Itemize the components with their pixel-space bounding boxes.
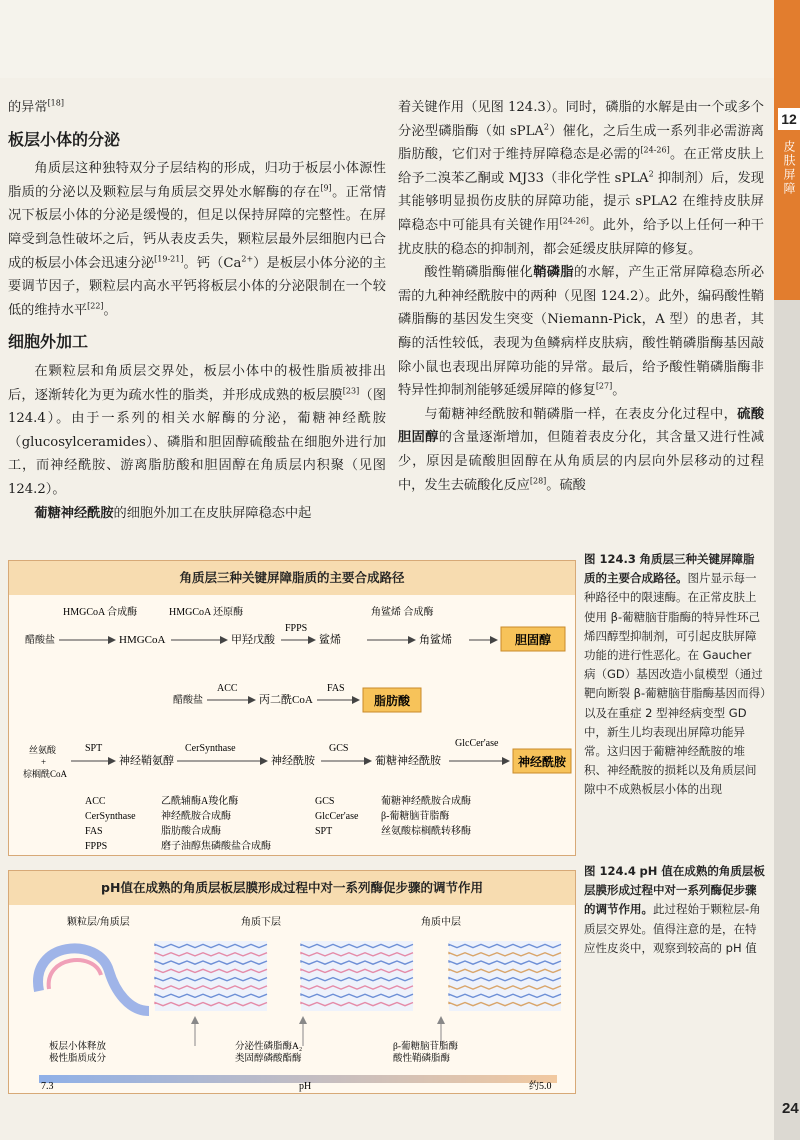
legend-full: 丝氨酸棕榈酰转移酶 xyxy=(381,826,471,837)
right-column xyxy=(398,96,764,497)
caption-124-3: 图 124.3 角质层三种关键屏障脂质的主要合成路径。图片显示每一种路径中的限速酶。在正常皮肤上使用 β-葡糖脑苷脂酶的特异性环己烯四醇型抑制剂，可引起皮肤屏障功能的进行性恶化。在 Gaucher 病（GD）基因改造小鼠模型（通过靶向断裂 β-葡糖脑苷脂酶基因而得）以及在重症 2 型神经病变型 GD 中，新生儿均表现出屏障功能异常。这归因于葡糖神经酰胺的堆积、神经酰胺的损耗以及角质层间隙中不成熟板层小体的出现 xyxy=(584,552,766,797)
product-label: 胆固醇 xyxy=(514,633,552,647)
paragraph-extracellular: 在颗粒层和角质层交界处，板层小体中的极性脂质被排出后，逐渐转化为更为疏水性的脂类，并形成成熟的板层膜[23]（图 124.4）。由于一系列的相关水解酶的分泌，葡糖神经酰胺（glucosylceramides）、磷脂和胆固醇硫酸盐在细胞外进行加工，而神经酰胺、游离脂肪酸和胆固醇在角质层内积聚（见图 124.2）。 xyxy=(8,363,387,497)
bottom-label: 板层小体释放极性脂质成分 xyxy=(49,1042,107,1064)
node: 甲羟戊酸 xyxy=(231,634,275,646)
caption-124-4: 图 124.4 pH 值在成熟的角质层板层膜形成过程中对一系列酶促步骤的调节作用。此过程始于颗粒层-角质层交界处。值得注意的是，在特应性皮炎中，观察到较高的 pH 值 xyxy=(584,864,765,955)
enzyme-label: HMGCoA 还原酶 xyxy=(169,607,244,618)
figure-124-4 xyxy=(8,870,576,1094)
legend-full: 神经酰胺合成酶 xyxy=(161,811,231,822)
page-number: 24 xyxy=(782,1100,799,1117)
heading-extracellular: 细胞外加工 xyxy=(8,332,89,352)
lamellar-body-membrane xyxy=(38,948,149,1011)
ph-right: 约5.0 xyxy=(529,1081,552,1092)
enzyme-label: CerSynthase xyxy=(185,743,236,754)
enzyme-label: FPPS xyxy=(285,623,308,634)
figure-124-3 xyxy=(8,560,576,856)
legend-full: 脂肪酸合成酶 xyxy=(161,826,221,837)
node: 神经鞘氨醇 xyxy=(119,755,174,767)
ph-diagram xyxy=(9,871,575,1093)
stack-background xyxy=(155,941,267,1011)
node: 葡糖神经酰胺 xyxy=(375,755,441,767)
zone-label: 颗粒层/角质层 xyxy=(67,917,130,928)
enzyme-label: FAS xyxy=(327,683,345,694)
lamellar-body-contents xyxy=(49,960,101,989)
legend-full: β-葡糖脑苷脂酶 xyxy=(381,811,450,822)
ph-gradient-bar xyxy=(39,1075,557,1083)
enzyme-label: GlcCer'ase xyxy=(455,738,499,749)
sidebar-gray xyxy=(774,300,800,1140)
legend-full: 磨子油醇焦磷酸盐合成酶 xyxy=(161,841,271,852)
paragraph-continued: 的异常[18] xyxy=(8,98,64,115)
legend-abbr: GlcCer'ase xyxy=(315,811,359,822)
product-label: 神经酰胺 xyxy=(517,755,567,769)
row3-start2: 棕榈酰CoA xyxy=(23,769,68,779)
node: 鲨烯 xyxy=(319,634,341,646)
chapter-number: 12 xyxy=(778,108,800,130)
enzyme-label: 角鲨烯 合成酶 xyxy=(371,607,434,618)
legend-abbr: GCS xyxy=(315,796,335,807)
enzyme-label: GCS xyxy=(329,743,349,754)
paragraph-glucosylceramide: 葡糖神经酰胺的细胞外加工在皮肤屏障稳态中起 xyxy=(34,505,312,521)
legend-abbr: FAS xyxy=(85,826,103,837)
legend-full: 乙酰辅酶A羧化酶 xyxy=(161,796,239,807)
paragraph-cholesterol-sulfate: 与葡糖神经酰胺和鞘磷脂一样，在表皮分化过程中，硫酸胆固醇的含量逐渐增加，但随着表皮分化，其含量又进行性减少，原因是硫酸胆固醇在从角质层的内层向外层移动的过程中，发生去硫酸化反应[28]。硫酸 xyxy=(398,406,765,493)
zone-label: 角质下层 xyxy=(241,917,281,928)
bottom-label: 分泌性磷脂酶A₂ 类固醇磷酸酯酶 xyxy=(235,1042,303,1064)
legend-abbr: SPT xyxy=(315,826,333,837)
enzyme-label: SPT xyxy=(85,743,103,754)
paragraph-sphingomyelinase: 酸性鞘磷脂酶催化鞘磷脂的水解，产生正常屏障稳态所必需的九种神经酰胺中的两种（见图 124.2）。此外，编码酸性鞘磷脂酶的基因发生突变（Niemann-Pick，A 型）的患者，其酶的活性较低，表现为鱼鳞病样皮肤病，酸性鞘磷脂酶基因敲除小鼠也表现出屏障功能的异常。最后，给予酸性鞘磷脂酶非特异性抑制剂能够延缓屏障的修复[27]。 xyxy=(398,265,765,399)
row2-start: 醋酸盐 xyxy=(173,695,203,706)
row3-start1: 丝氨酸 xyxy=(29,745,57,755)
paragraph-lamellar: 角质层这种独特双分子层结构的形成，归功于板层小体源性脂质的分泌以及颗粒层与角质层交界处水解酶的存在[9]。正常情况下板层小体的分泌是缓慢的，但足以保持屏障的完整性。在屏障受到急性破坏之后，钙从表皮丢失，颗粒层最外层细胞内已合成的板层小体会迅速分泌[19-21]。钙$(Ca^{2+})$是板层小体分泌的主要调节因子，颗粒层内高水平钙将板层小体的分泌限制在一个较低的维持水平[22]。 xyxy=(8,161,387,318)
paragraph-phospholipid: 着关键作用（见图 124.3）。同时，磷脂的水解是由一个或多个分泌型磷脂酶（如 sPLA$^2$）催化，之后生成一系列非必需游离脂肪酸，它们对于维持屏障稳态是必需的[24-26]。在正常皮肤上给予二溴苯乙酮或 MJ33（非化学性 sPLA$^2$ 抑制剂）后，发现其能够明显损伤皮肤的屏障功能，提示 sPLA2 在维持皮肤屏障稳态中可能具有关键作用[24-26]。此外，给予以上任何一种干扰皮肤的稳态的抑制剂，都会延缓皮肤屏障的修复。 xyxy=(398,100,765,257)
stack-background xyxy=(449,941,561,1011)
legend-abbr: FPPS xyxy=(85,841,108,852)
node: HMGCoA xyxy=(119,634,166,646)
lamellar-stacks xyxy=(155,941,561,1011)
product-label: 脂肪酸 xyxy=(373,694,411,708)
node: 神经酰胺 xyxy=(271,755,315,767)
zone-label: 角质中层 xyxy=(421,917,461,928)
ph-mid: pH xyxy=(299,1081,312,1092)
legend-abbr: CerSynthase xyxy=(85,811,136,822)
left-column xyxy=(8,96,386,525)
figure-title: pH值在成熟的角质层板层膜形成过程中对一系列酶促步骤的调节作用 xyxy=(9,871,575,905)
node: 角鲨烯 xyxy=(419,634,452,646)
legend-abbr: ACC xyxy=(85,796,106,807)
enzyme-label: HMGCoA 合成酶 xyxy=(63,607,138,618)
bottom-label: β-葡糖脑苷脂酶酸性鞘磷脂酶 xyxy=(393,1042,458,1064)
legend-full: 葡糖神经酰胺合成酶 xyxy=(381,796,471,807)
stack-background xyxy=(301,941,413,1011)
heading-lamellar-secretion: 板层小体的分泌 xyxy=(8,129,121,149)
enzyme-label: ACC xyxy=(217,683,238,694)
ph-left: 7.3 xyxy=(41,1081,54,1092)
node: 丙二酰CoA xyxy=(259,694,313,706)
row3-plus: + xyxy=(41,757,47,767)
top-margin xyxy=(0,0,800,78)
pathway-diagram xyxy=(9,561,575,855)
figure-title: 角质层三种关键屏障脂质的主要合成路径 xyxy=(9,561,575,595)
row1-start: 醋酸盐 xyxy=(25,635,55,646)
chapter-title: 皮肤屏障 xyxy=(782,140,796,196)
